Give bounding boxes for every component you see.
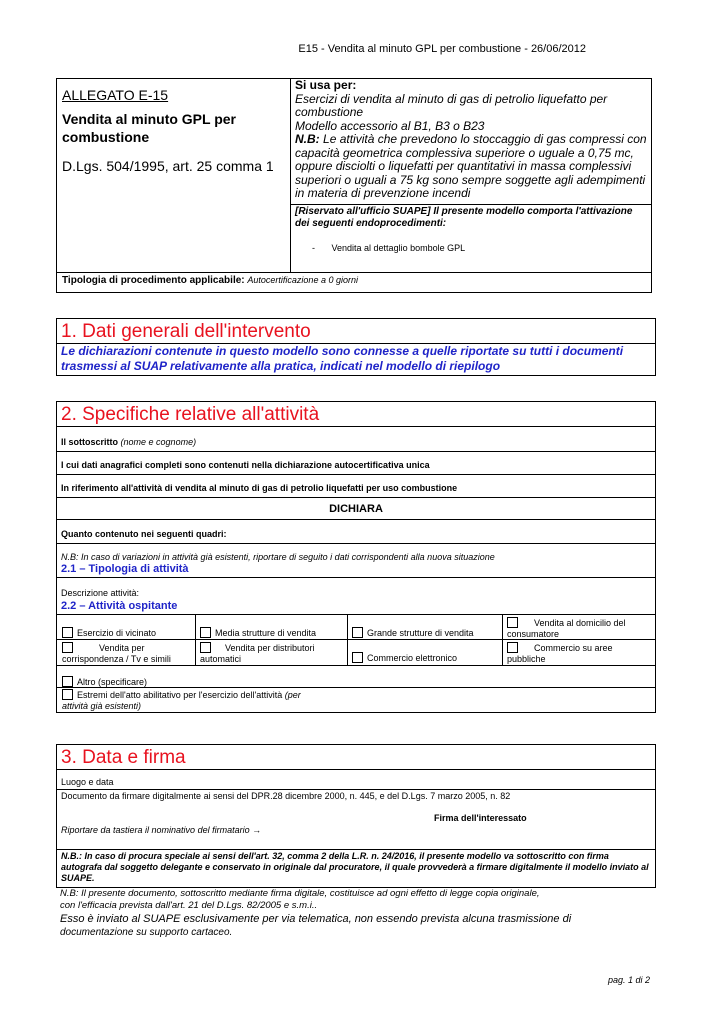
- si-usa-text: Esercizi di vendita al minuto di gas di petrolio liquefatto per combustione: [295, 91, 608, 119]
- option-media-strutture[interactable]: Media strutture di vendita: [200, 627, 316, 639]
- checkbox[interactable]: [62, 642, 73, 653]
- si-usa-label: Si usa per:: [295, 78, 357, 92]
- option-altro[interactable]: Altro (specificare): [62, 676, 147, 688]
- nb-procura: N.B.: In caso di procura speciale ai sensi dell'art. 32, comma 2 della L.R. n. 24/2016, il presente modello va sottoscritto con firma autografa dal soggetto delegante e conservato in originale dal procuratore, il quale provvederà a firmare digitalmente il modello inviato al SUAPE.: [61, 851, 649, 883]
- usage-info: [295, 79, 647, 201]
- option-corrispondenza[interactable]: Vendita per corrispondenza / Tv e simili: [62, 643, 171, 664]
- allegato-code: ALLEGATO E-15: [62, 87, 169, 103]
- firma-label: Firma dell'interessato: [434, 813, 527, 823]
- section-3: [56, 744, 656, 888]
- tipologia-row: [62, 275, 358, 286]
- endoproc-bullet: -: [312, 243, 315, 253]
- checkbox[interactable]: [62, 689, 73, 700]
- page-header: E15 - Vendita al minuto GPL per combustione - 26/06/2012: [298, 43, 586, 55]
- allegato-box: [56, 78, 652, 293]
- section-2-title: 2. Specifiche relative all'attività: [61, 404, 320, 425]
- subsection-2-2: 2.2 – Attività ospitante: [61, 600, 178, 612]
- option-esercizio-vicinato[interactable]: Esercizio di vicinato: [62, 627, 156, 639]
- section-1: [56, 318, 656, 376]
- tipologia-label: Tipologia di procedimento applicabile:: [62, 275, 245, 286]
- option-distributori[interactable]: Vendita per distributori automatici: [200, 643, 315, 664]
- option-domicilio[interactable]: Vendita al domicilio del consumatore: [507, 618, 626, 639]
- subsection-2-1: 2.1 – Tipologia di attività: [61, 563, 189, 575]
- sottoscritto-field[interactable]: [61, 437, 196, 447]
- page-number: pag. 1 di 2: [607, 975, 650, 985]
- checkbox[interactable]: [352, 627, 363, 638]
- inviato-text: Esso è inviato al SUAPE esclusivamente per via telematica, non essendo prevista alcuna trasmissione di documentazione su supporto cartaceo.: [60, 913, 572, 938]
- checkbox[interactable]: [62, 627, 73, 638]
- nb-variazioni: N.B: In caso di variazioni in attività già esistenti, riportare di seguito i dati corrispondenti alla nuova situazione: [61, 552, 495, 562]
- section-1-title: 1. Dati generali dell'intervento: [61, 321, 311, 342]
- arrow-icon: →: [252, 825, 262, 835]
- option-aree-pubbliche[interactable]: Commercio su aree pubbliche: [507, 643, 613, 664]
- nb-documento: N.B: Il presente documento, sottoscritto mediante firma digitale, costituisce ad ogni effetto di legge copia originale, con l'efficacia prevista dall'art. 21 del D.Lgs. 82/2005 e s.m.i..: [60, 888, 540, 911]
- endoprocedimento-item: [312, 243, 465, 253]
- section-2: [56, 401, 656, 713]
- option-grande-strutture[interactable]: Grande strutture di vendita: [352, 627, 474, 639]
- checkbox[interactable]: [352, 652, 363, 663]
- riportare-field[interactable]: Riportare da tastiera il nominativo del firmatario →: [61, 825, 262, 835]
- sottoscritto-hint: (nome e cognome): [120, 437, 197, 447]
- descrizione-field[interactable]: Descrizione attività:: [61, 588, 140, 598]
- sottoscritto-label: Il sottoscritto: [61, 437, 119, 447]
- documento-text: Documento da firmare digitalmente ai sensi del DPR.28 dicembre 2000, n. 445, e del D.Lgs. 7 marzo 2005, n. 82: [61, 791, 511, 801]
- endoproc-text: Vendita al dettaglio bombole GPL: [331, 243, 466, 253]
- checkbox[interactable]: [200, 642, 211, 653]
- checkbox[interactable]: [200, 627, 211, 638]
- option-commercio-elettronico[interactable]: Commercio elettronico: [352, 652, 457, 664]
- allegato-law: D.Lgs. 504/1995, art. 25 comma 1: [62, 158, 274, 174]
- modello-text: Modello accessorio al B1, B3 o B23: [295, 118, 485, 133]
- quanto-text: Quanto contenuto nei seguenti quadri:: [61, 529, 227, 539]
- nb-text: Le attività che prevedono lo stoccaggio di gas compressi con capacità geometrica complessiva superiore o uguale a 0,75 mc, oppure disciolti o liquefatti per quantitativi in massa complessivi superiori o uguali a 75 kg sono sempre soggette agli adempimenti in materia di prevenzione incendi: [295, 132, 647, 200]
- riferimento-text: In riferimento all'attività di vendita al minuto di gas di petrolio liquefatti per uso combustione: [61, 483, 458, 493]
- dichiara-heading: DICHIARA: [329, 503, 383, 515]
- nb-label: N.B:: [295, 132, 320, 146]
- riservato-text: [Riservato all'ufficio SUAPE] Il presente modello comporta l'attivazione dei seguenti endoprocedimenti:: [295, 206, 633, 229]
- anagrafici-text: I cui dati anagrafici completi sono contenuti nella dichiarazione autocertificativa unica: [61, 460, 430, 470]
- tipologia-value: Autocertificazione a 0 giorni: [247, 275, 358, 285]
- checkbox[interactable]: [507, 617, 518, 628]
- estremi-field[interactable]: Estremi dell'atto abilitativo per l'esercizio dell'attività (per attività già esistenti): [62, 690, 301, 711]
- luogo-data-field[interactable]: Luogo e data: [61, 777, 114, 787]
- checkbox[interactable]: [62, 676, 73, 687]
- allegato-title: Vendita al minuto GPL per combustione: [62, 111, 236, 145]
- section-3-title: 3. Data e firma: [61, 747, 186, 768]
- checkbox[interactable]: [507, 642, 518, 653]
- section-1-text: Le dichiarazioni contenute in questo modello sono connesse a quelle riportate su tutti i documenti trasmessi al SUAP relativamente alla pratica, indicati nel modello di riepilogo: [61, 344, 624, 373]
